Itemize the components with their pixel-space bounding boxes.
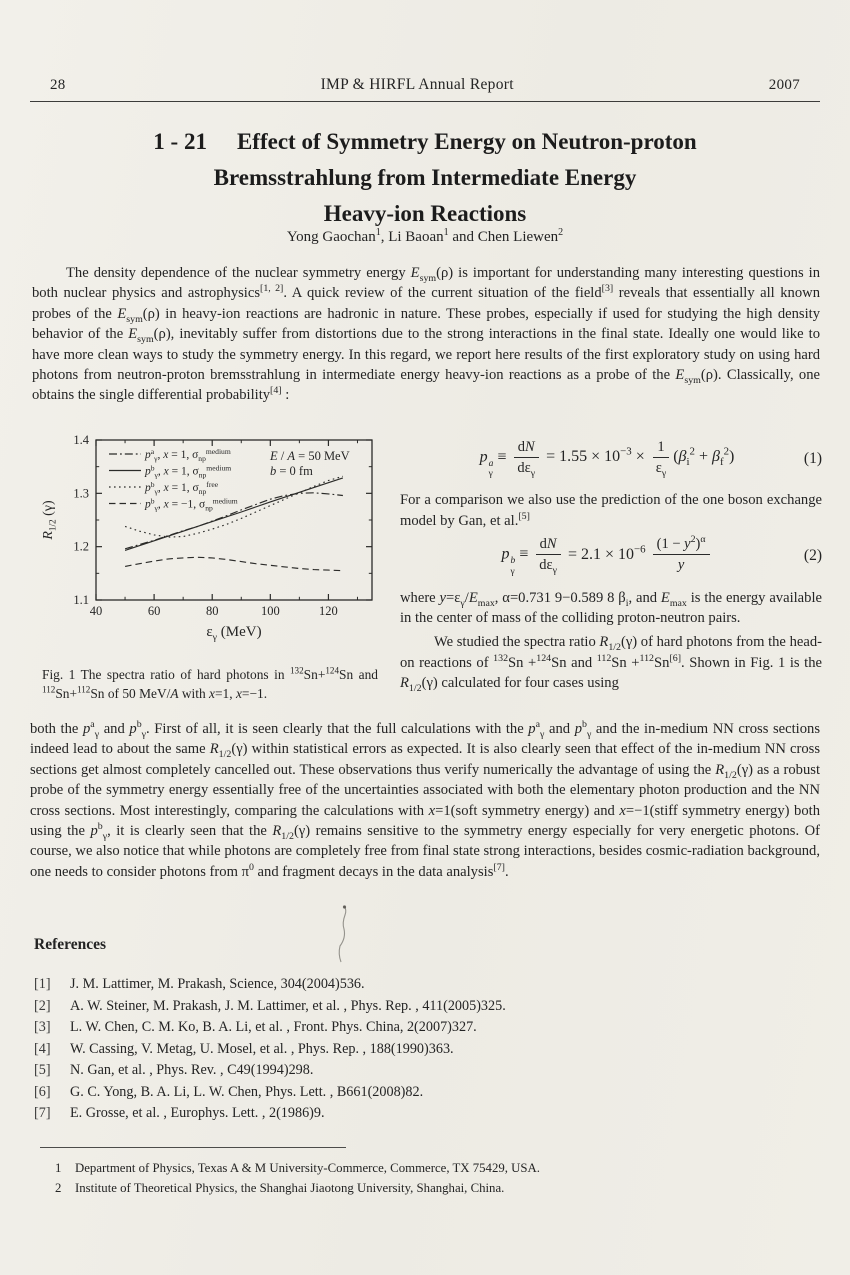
figure-1	[38, 430, 390, 703]
reference-item: [6] G. C. Yong, B. A. Li, L. W. Chen, Phys. Lett. , B661(2008)82.	[34, 1083, 424, 1100]
reference-item: [4] W. Cassing, V. Metag, U. Mosel, et al. , Phys. Rep. , 188(1990)363.	[34, 1040, 454, 1057]
y-axis-label: $R_{1/2}$ (γ)	[41, 500, 58, 540]
footnote-rule	[40, 1147, 346, 1148]
figure1-chart	[38, 430, 386, 644]
x-tick-label: 40	[89, 604, 103, 618]
page-number: 28	[50, 77, 66, 93]
x-tick-label: 60	[147, 604, 161, 618]
discussion-paragraph: both the $p^a_\gamma$ and $p^b_\gamma$. First of all, it is seen clearly that the full calculations with the $p^a_\gamma$ and $p^b_\gamma$ and the in-medium NN cross sections indeed lead to about the same $R_{1/2}(\gamma)$ within statistical errors as expected. It is also clearly seen that effect of the in-medium NN cross sections get almost completely cancelled out. These observations thus verify numerically the advantage of using the $R_{1/2}(\gamma)$ as a robust probe of the symmetry energy essentially free of the uncertainties associated with both the elementary photon production and the NN cross sections. Most interestingly, comparing the calculations with x=1(soft symmetry energy) and x=−1(stiff symmetry energy) both using the $p^b_\gamma$, it is clearly seen that the $R_{1/2}(\gamma)$ remains sensitive to the symmetry energy especially for very energetic photons. Of course, we also notice that while photons are completely free from final state strong interactions, besides cosmic-radiation background, one needs to consider photons from $\pi^0$ and fragment decays in the data analysis[7].	[30, 719, 821, 880]
references-section	[34, 936, 820, 1125]
equation-1: p a γ ≡ $\frac{dN}{d\varepsilon_\gamma}$ = $1.55 \times 10^{-3}$ × $\frac{1}{\varepsilon_\gamma}$ $(\beta_i^2 + \beta_f^2)$ (1)	[479, 439, 822, 480]
figure1-caption: Fig. 1 The spectra ratio of hard photons in $^{132}$Sn+$^{124}$Sn and $^{112}$Sn+$^{112}$Sn of 50 MeV/A with x=1, x=−1.	[42, 665, 378, 701]
legend-label: $p^a_\gamma$, x = 1, $\sigma_{np}^{medium}$	[145, 447, 231, 463]
y-tick-label: 1.2	[73, 539, 89, 554]
right-column	[400, 434, 822, 698]
right-col-text-3: We studied the spectra ratio $R_{1/2}(\gamma)$ of hard photons from the head-on reactions of $^{132}$Sn +$^{124}$Sn and $^{112}$Sn +$^{112}$Sn[6]. Shown in Fig. 1 is the $R_{1/2}(\gamma)$ calculated for four cases using	[400, 634, 823, 695]
plot-annotation: b = 0 fm	[270, 464, 313, 478]
title-line-2: Bremsstrahlung from Intermediate Energy	[213, 165, 637, 190]
equation-2: p b γ ≡ $\frac{dN}{d\varepsilon_\gamma}$ = $2.1 \times 10^{-6}$ $\frac{(1 - y^2)^\alpha}{y}$ (2)	[501, 534, 822, 577]
footnotes	[55, 1158, 795, 1198]
footnote-item: 2 Institute of Theoretical Physics, the Shanghai Jiaotong University, Shanghai, China.	[55, 1181, 505, 1195]
intro-paragraph: The density dependence of the nuclear symmetry energy $E_{sym}(\rho)$ is important for understanding many interesting questions in both nuclear physics and astrophysics[1, 2]. A quick review of the current situation of the field[3] reveals that essentially all known probes of the $E_{sym}(\rho)$ in heavy-ion reactions are hadronic in nature. These probes, especially if used for studying the high density behavior of the $E_{sym}(\rho)$, inevitably suffer from distortions due to the strong interactions in the final state. Ideally one would like to have more clean ways to study the symmetry energy. In this regard, we report here results of the first exploratory study on using hard photons from neutron-proton bremsstrahlung in intermediate energy heavy-ion reactions as a probe of the $E_{sym}(\rho)$. Classically, one obtains the single differential probability[4] :	[32, 265, 821, 404]
x-axis-label: $\varepsilon_\gamma$ (MeV)	[206, 624, 262, 643]
plot-annotation: E / A = 50 MeV	[270, 449, 350, 463]
reference-item: [3] L. W. Chen, C. M. Ko, B. A. Li, et al. , Front. Phys. China, 2(2007)327.	[34, 1019, 477, 1035]
footnote-item: 1 Department of Physics, Texas A & M University-Commerce, Commerce, TX 75429, USA.	[55, 1161, 540, 1175]
references-list	[34, 974, 820, 1125]
legend-label: $p^b_\gamma$, x = 1, $\sigma_{np}^{free}$	[145, 480, 219, 496]
article-title	[55, 124, 795, 232]
header-rule	[30, 101, 820, 102]
y-tick-label: 1.1	[73, 593, 89, 607]
title-line-3: Heavy-ion Reactions	[323, 201, 527, 226]
series-curve	[125, 557, 343, 570]
reference-item: [7] E. Grosse, et al. , Europhys. Lett. , 2(1986)9.	[34, 1105, 325, 1121]
authors-line: Yong Gaochan$^1$, Li Baoan$^1$ and Chen Liewen$^2$	[286, 227, 564, 245]
y-tick-label: 1.3	[73, 486, 89, 501]
y-tick-label: 1.4	[73, 433, 89, 447]
equation-number: (1)	[803, 450, 822, 467]
plot-frame	[96, 440, 372, 600]
reference-item: [5] N. Gan, et al. , Phys. Rev. , C49(1994)298.	[34, 1062, 314, 1078]
x-tick-label: 100	[260, 604, 280, 618]
journal-title: IMP & HIRFL Annual Report	[320, 76, 514, 93]
article-number: 1 - 21	[153, 129, 207, 154]
page-header	[50, 76, 800, 94]
title-line-1: 1 - 21 Effect of Symmetry Energy on Neutron-proton	[153, 129, 697, 154]
legend-label: $p^b_\gamma$, x = 1, $\sigma_{np}^{medium}$	[145, 463, 232, 480]
x-tick-label: 120	[319, 604, 338, 618]
year: 2007	[768, 77, 800, 93]
equation-number: (2)	[803, 547, 822, 565]
references-heading: References	[34, 936, 107, 953]
right-col-text-2: where $y=\varepsilon_\gamma/E_{max}$, α=0.731 9−0.589 8 $\beta_i$, and $E_{max}$ is the energy available in the center of mass of the colliding proton-neutron pairs.	[400, 589, 822, 627]
legend-label: $p^b_\gamma$, x = −1, $\sigma_{np}^{medium}$	[145, 496, 238, 513]
right-col-text-1: For a comparison we also use the prediction of the one boson exchange model by Gan, et al.[5]	[400, 492, 822, 529]
x-tick-label: 80	[205, 604, 219, 618]
reference-item: [1] J. M. Lattimer, M. Prakash, Science, 304(2004)536.	[34, 976, 365, 992]
reference-item: [2] A. W. Steiner, M. Prakash, J. M. Lattimer, et al. , Phys. Rep. , 411(2005)325.	[34, 997, 506, 1014]
